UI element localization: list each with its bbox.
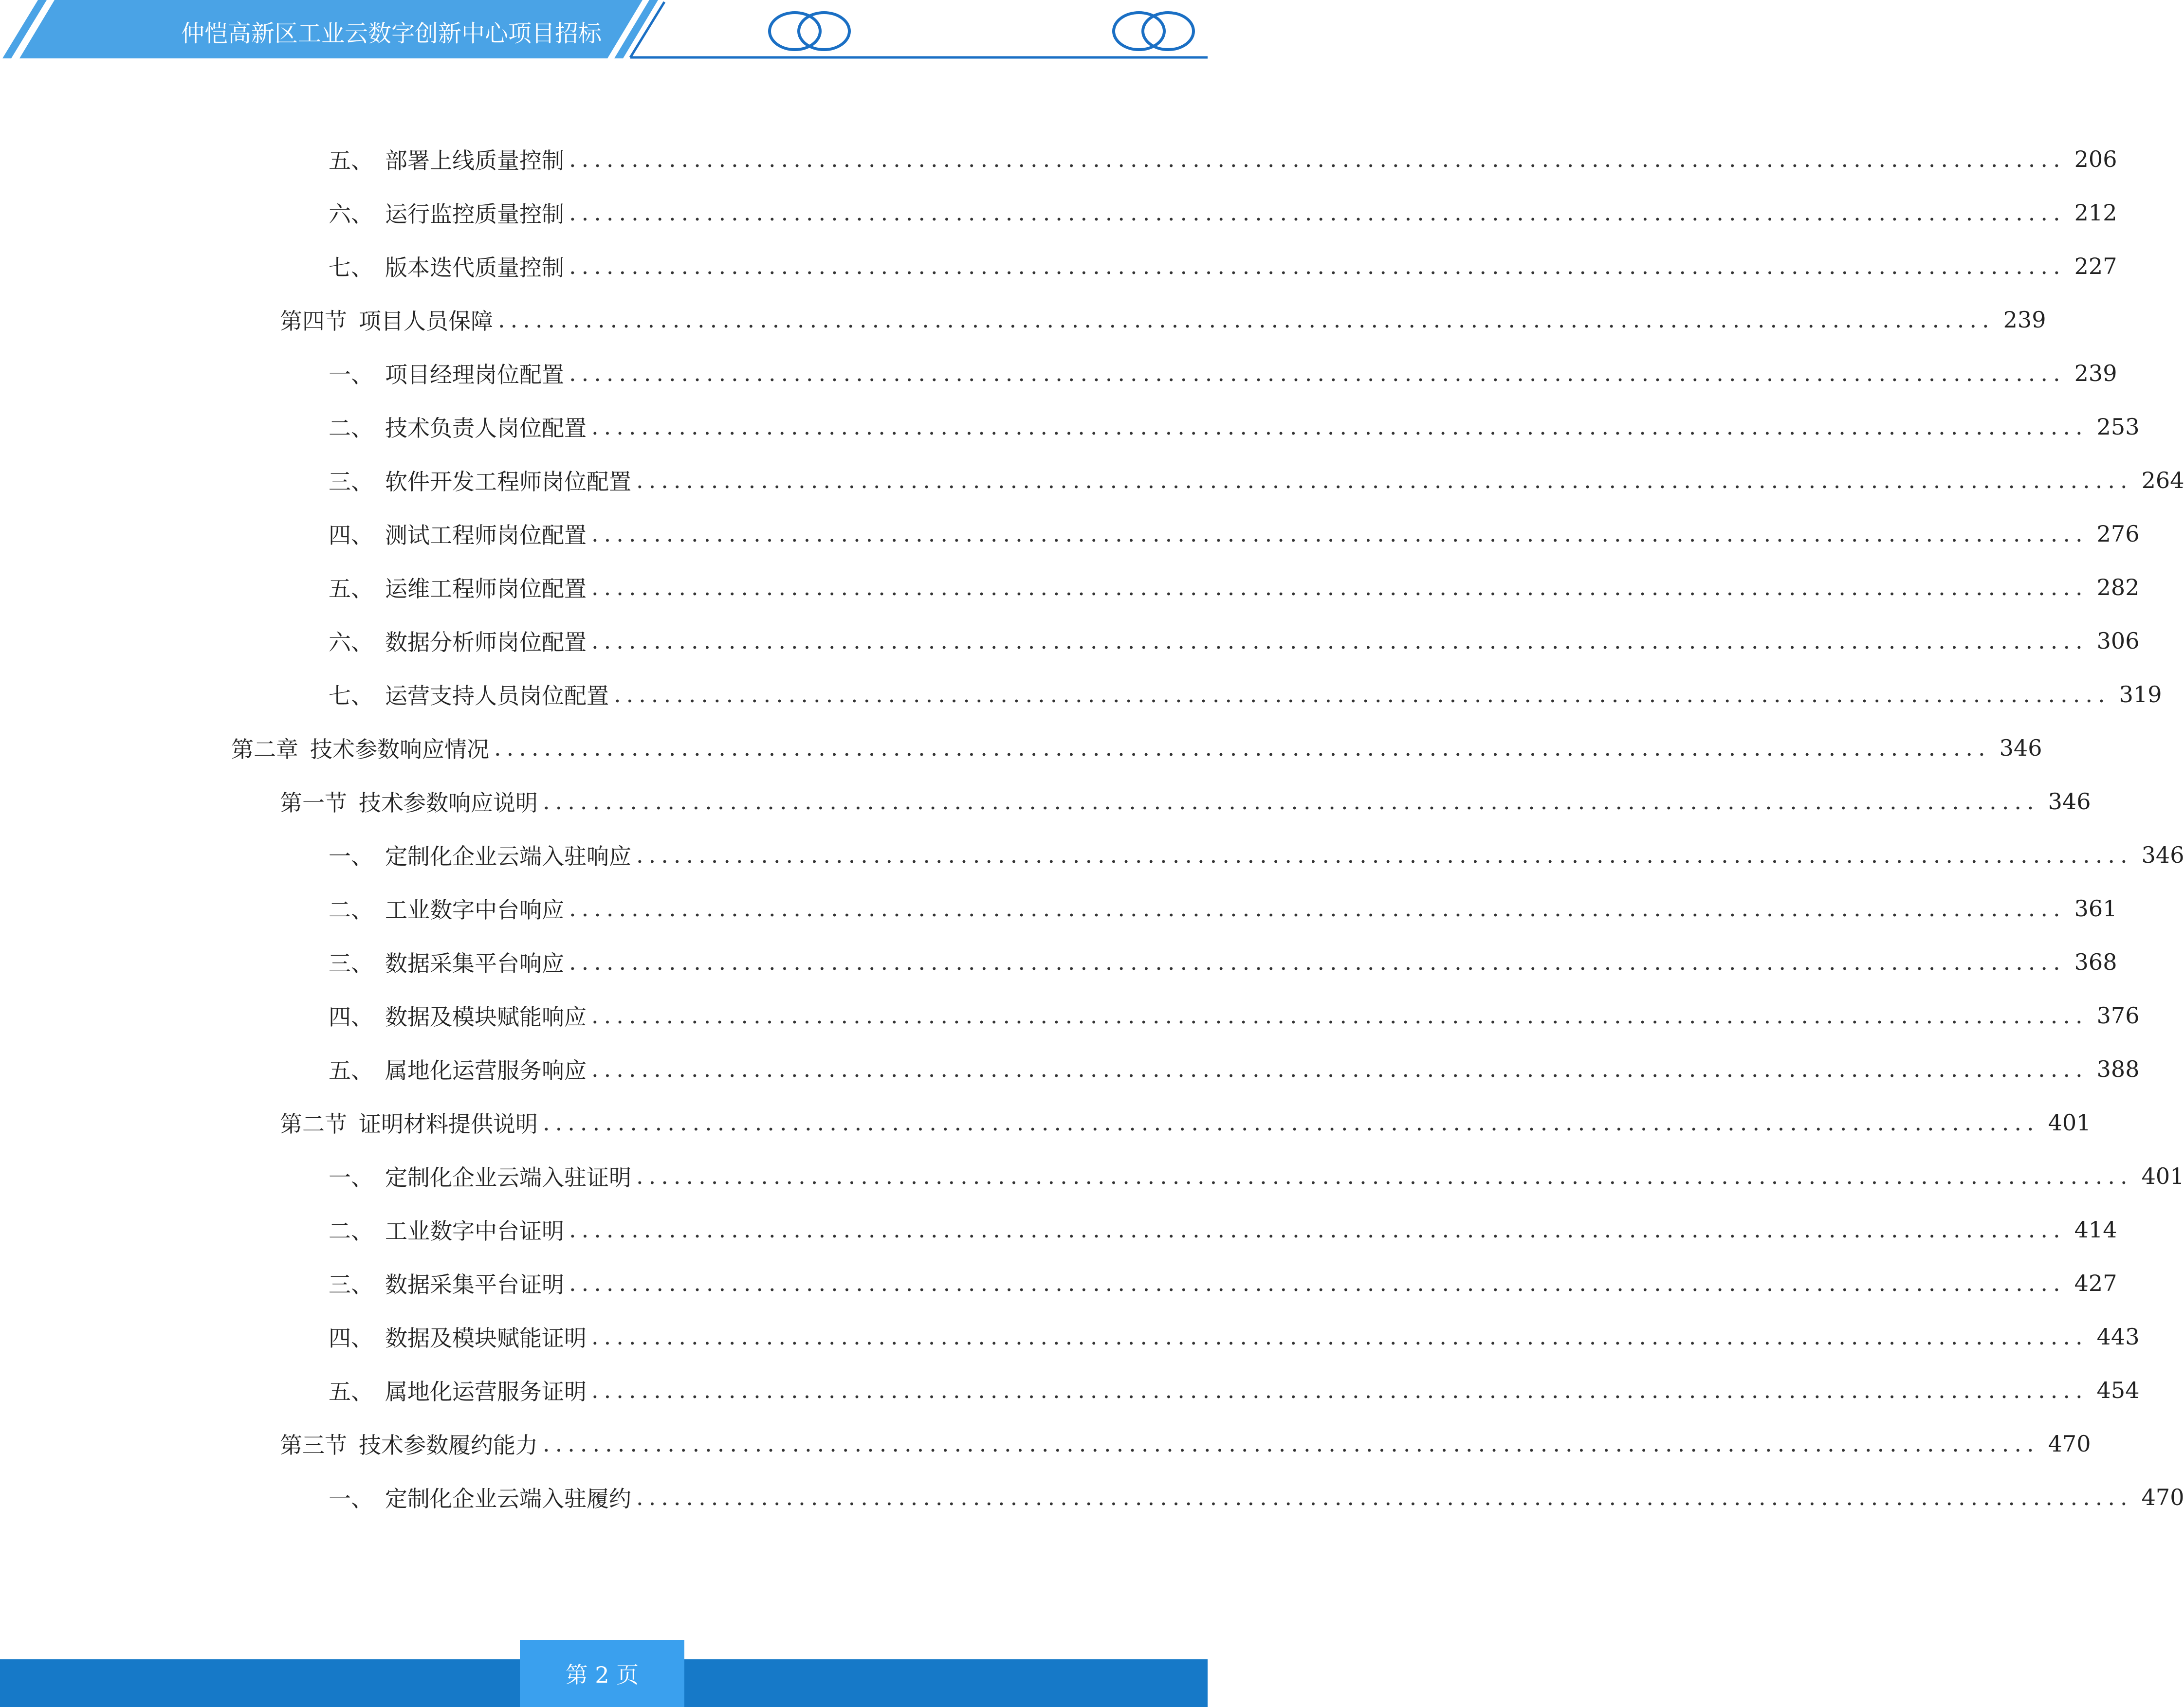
toc-entry-page: 401 — [2141, 1163, 2184, 1189]
footer-page-box — [520, 1640, 684, 1707]
toc-entry[interactable] — [329, 410, 2140, 444]
toc-entry-number: 五、 — [329, 576, 373, 602]
toc-entry-number: 七、 — [329, 683, 373, 709]
toc-entry-title: 运营支持人员岗位配置 — [385, 683, 609, 709]
toc-entry[interactable] — [329, 1213, 2117, 1247]
toc-dot-leader: ........................................................................................................................ — [636, 1163, 2133, 1189]
toc-entry[interactable] — [329, 570, 2140, 604]
toc-entry-number: 五、 — [329, 147, 373, 174]
toc-dot-leader: ........................................................................................................................ — [569, 146, 2066, 172]
header-title: 仲恺高新区工业云数字创新中心项目招标 — [181, 20, 602, 47]
toc-entry-title: 数据采集平台响应 — [385, 950, 564, 977]
toc-entry-page: 388 — [2096, 1056, 2140, 1082]
toc-entry-page: 282 — [2096, 574, 2140, 600]
toc-entry-page: 427 — [2074, 1270, 2117, 1296]
toc-dot-leader: ........................................................................................................................ — [569, 200, 2066, 226]
toc-entry-number: 二、 — [329, 897, 373, 923]
toc-entry-number: 四、 — [329, 1004, 373, 1030]
toc-entry-number: 三、 — [329, 469, 373, 495]
toc-entry-page: 206 — [2074, 146, 2117, 172]
toc-entry-page: 264 — [2141, 467, 2184, 493]
toc-entry-title: 运行监控质量控制 — [385, 201, 564, 227]
toc-entry-number: 第四节 — [280, 308, 347, 334]
toc-dot-leader: ........................................................................................................................ — [569, 1270, 2066, 1296]
toc-entry-title: 技术参数履约能力 — [359, 1432, 538, 1458]
toc-entry[interactable] — [329, 945, 2117, 979]
toc-entry[interactable] — [329, 356, 2117, 390]
toc-entry[interactable] — [329, 838, 2184, 872]
toc-entry-number: 一、 — [329, 843, 373, 870]
toc-entry[interactable] — [329, 1052, 2140, 1086]
toc-entry-page: 414 — [2074, 1217, 2117, 1243]
toc-entry-page: 212 — [2074, 200, 2117, 226]
toc-entry[interactable] — [329, 677, 2162, 711]
toc-entry-title: 属地化运营服务响应 — [385, 1057, 587, 1084]
toc-entry[interactable] — [329, 999, 2140, 1033]
page-header — [0, 0, 1208, 63]
toc-entry-number: 六、 — [329, 201, 373, 227]
toc-entry-title: 工业数字中台证明 — [385, 1218, 564, 1244]
toc-entry-title: 数据及模块赋能响应 — [385, 1004, 587, 1030]
toc-dot-leader: ........................................................................................................................ — [591, 1377, 2088, 1403]
toc-entry-title: 数据分析师岗位配置 — [385, 629, 587, 655]
toc-entry[interactable] — [280, 1106, 2091, 1140]
toc-entry-number: 三、 — [329, 1271, 373, 1298]
toc-entry[interactable] — [329, 1480, 2184, 1514]
toc-entry-number: 第三节 — [280, 1432, 347, 1458]
toc-entry-title: 定制化企业云端入驻证明 — [385, 1164, 631, 1191]
toc-dot-leader: ........................................................................................................................ — [636, 842, 2133, 868]
toc-entry-title: 数据及模块赋能证明 — [385, 1325, 587, 1351]
toc-dot-leader: ........................................................................................................................ — [543, 1109, 2039, 1136]
toc-entry-title: 工业数字中台响应 — [385, 897, 564, 923]
toc-entry-title: 证明材料提供说明 — [359, 1111, 538, 1137]
toc-dot-leader: ........................................................................................................................ — [591, 1056, 2088, 1082]
toc-entry[interactable] — [329, 1320, 2140, 1354]
toc-entry-title: 项目经理岗位配置 — [385, 362, 564, 388]
toc-entry-page: 319 — [2119, 681, 2162, 708]
toc-entry-number: 七、 — [329, 254, 373, 281]
toc-entry-title: 定制化企业云端入驻履约 — [385, 1486, 631, 1512]
toc-entry-title: 项目人员保障 — [359, 308, 493, 334]
toc-entry-number: 第二章 — [231, 736, 298, 763]
toc-entry-page: 346 — [2048, 788, 2091, 815]
toc-dot-leader: ........................................................................................................................ — [569, 253, 2066, 279]
toc-entry-number: 一、 — [329, 1486, 373, 1512]
toc-entry-number: 二、 — [329, 1218, 373, 1244]
toc-dot-leader: ........................................................................................................................ — [543, 1431, 2039, 1457]
toc-dot-leader: ........................................................................................................................ — [614, 681, 2111, 708]
toc-entry-title: 运维工程师岗位配置 — [385, 576, 587, 602]
toc-dot-leader: ........................................................................................................................ — [569, 895, 2066, 922]
toc-entry-page: 470 — [2048, 1431, 2091, 1457]
toc-entry[interactable] — [329, 1159, 2184, 1193]
toc-entry-page: 239 — [2003, 307, 2046, 333]
toc-entry-number: 四、 — [329, 522, 373, 548]
toc-entry[interactable] — [280, 784, 2091, 818]
toc-entry-number: 二、 — [329, 415, 373, 441]
toc-entry-title: 数据采集平台证明 — [385, 1271, 564, 1298]
toc-entry-page: 443 — [2096, 1324, 2140, 1350]
toc-entry-page: 470 — [2141, 1484, 2184, 1510]
toc-dot-leader: ........................................................................................................................ — [569, 1217, 2066, 1243]
toc-dot-leader: ........................................................................................................................ — [569, 949, 2066, 975]
toc-entry[interactable] — [329, 517, 2140, 551]
toc-entry-title: 技术参数响应说明 — [359, 790, 538, 816]
toc-dot-leader: ........................................................................................................................ — [498, 307, 1995, 333]
toc-entry-page: 454 — [2096, 1377, 2140, 1403]
toc-entry-title: 部署上线质量控制 — [385, 147, 564, 174]
toc-entry-page: 361 — [2074, 895, 2117, 922]
toc-entry[interactable] — [329, 463, 2184, 497]
toc-dot-leader: ........................................................................................................................ — [636, 1484, 2133, 1510]
toc-entry-page: 368 — [2074, 949, 2117, 975]
toc-entry[interactable] — [329, 1266, 2117, 1300]
toc-entry-page: 239 — [2074, 360, 2117, 386]
toc-dot-leader: ........................................................................................................................ — [591, 574, 2088, 600]
page-number: 第 2 页 — [565, 1662, 639, 1688]
toc-dot-leader: ........................................................................................................................ — [543, 788, 2039, 815]
toc-entry[interactable] — [280, 303, 2046, 337]
toc-entry-title: 属地化运营服务证明 — [385, 1379, 587, 1405]
toc-entry-page: 346 — [2141, 842, 2184, 868]
toc-entry-number: 第二节 — [280, 1111, 347, 1137]
toc-dot-leader: ........................................................................................................................ — [591, 521, 2088, 547]
toc-entry-page: 227 — [2074, 253, 2117, 279]
toc-entry-number: 五、 — [329, 1057, 373, 1084]
toc-entry-page: 376 — [2096, 1002, 2140, 1029]
toc-entry[interactable] — [329, 1373, 2140, 1407]
toc-entry-number: 第一节 — [280, 790, 347, 816]
toc-entry[interactable] — [329, 624, 2140, 658]
toc-entry-title: 技术负责人岗位配置 — [385, 415, 587, 441]
toc-entry-number: 一、 — [329, 362, 373, 388]
toc-dot-leader: ........................................................................................................................ — [494, 735, 1991, 761]
toc-dot-leader: ........................................................................................................................ — [591, 628, 2088, 654]
toc-entry-page: 276 — [2096, 521, 2140, 547]
toc-entry-page: 346 — [1999, 735, 2042, 761]
toc-entry-title: 版本迭代质量控制 — [385, 254, 564, 281]
toc-dot-leader: ........................................................................................................................ — [636, 467, 2133, 493]
toc-entry-number: 六、 — [329, 629, 373, 655]
rings-logo-right-icon — [1114, 13, 1193, 50]
toc-entry-page: 253 — [2096, 414, 2140, 440]
toc-entry[interactable] — [329, 196, 2117, 230]
toc-dot-leader: ........................................................................................................................ — [591, 414, 2088, 440]
toc-entry[interactable] — [329, 249, 2117, 283]
toc-entry[interactable] — [231, 731, 2042, 765]
toc-entry[interactable] — [280, 1427, 2091, 1461]
toc-entry-title: 软件开发工程师岗位配置 — [385, 469, 631, 495]
toc-entry-number: 一、 — [329, 1164, 373, 1191]
toc-entry-number: 四、 — [329, 1325, 373, 1351]
toc-entry-title: 技术参数响应情况 — [310, 736, 489, 763]
toc-entry-title: 测试工程师岗位配置 — [385, 522, 587, 548]
toc-dot-leader: ........................................................................................................................ — [591, 1002, 2088, 1029]
toc-entry-title: 定制化企业云端入驻响应 — [385, 843, 631, 870]
toc-entry-page: 401 — [2048, 1109, 2091, 1136]
toc-dot-leader: ........................................................................................................................ — [591, 1324, 2088, 1350]
toc-entry-page: 306 — [2096, 628, 2140, 654]
toc-entry-number: 五、 — [329, 1379, 373, 1405]
toc-entry-number: 三、 — [329, 950, 373, 977]
rings-logo-icon — [770, 13, 849, 50]
toc-dot-leader: ........................................................................................................................ — [569, 360, 2066, 386]
toc-entry[interactable] — [329, 142, 2117, 176]
toc-entry[interactable] — [329, 891, 2117, 926]
